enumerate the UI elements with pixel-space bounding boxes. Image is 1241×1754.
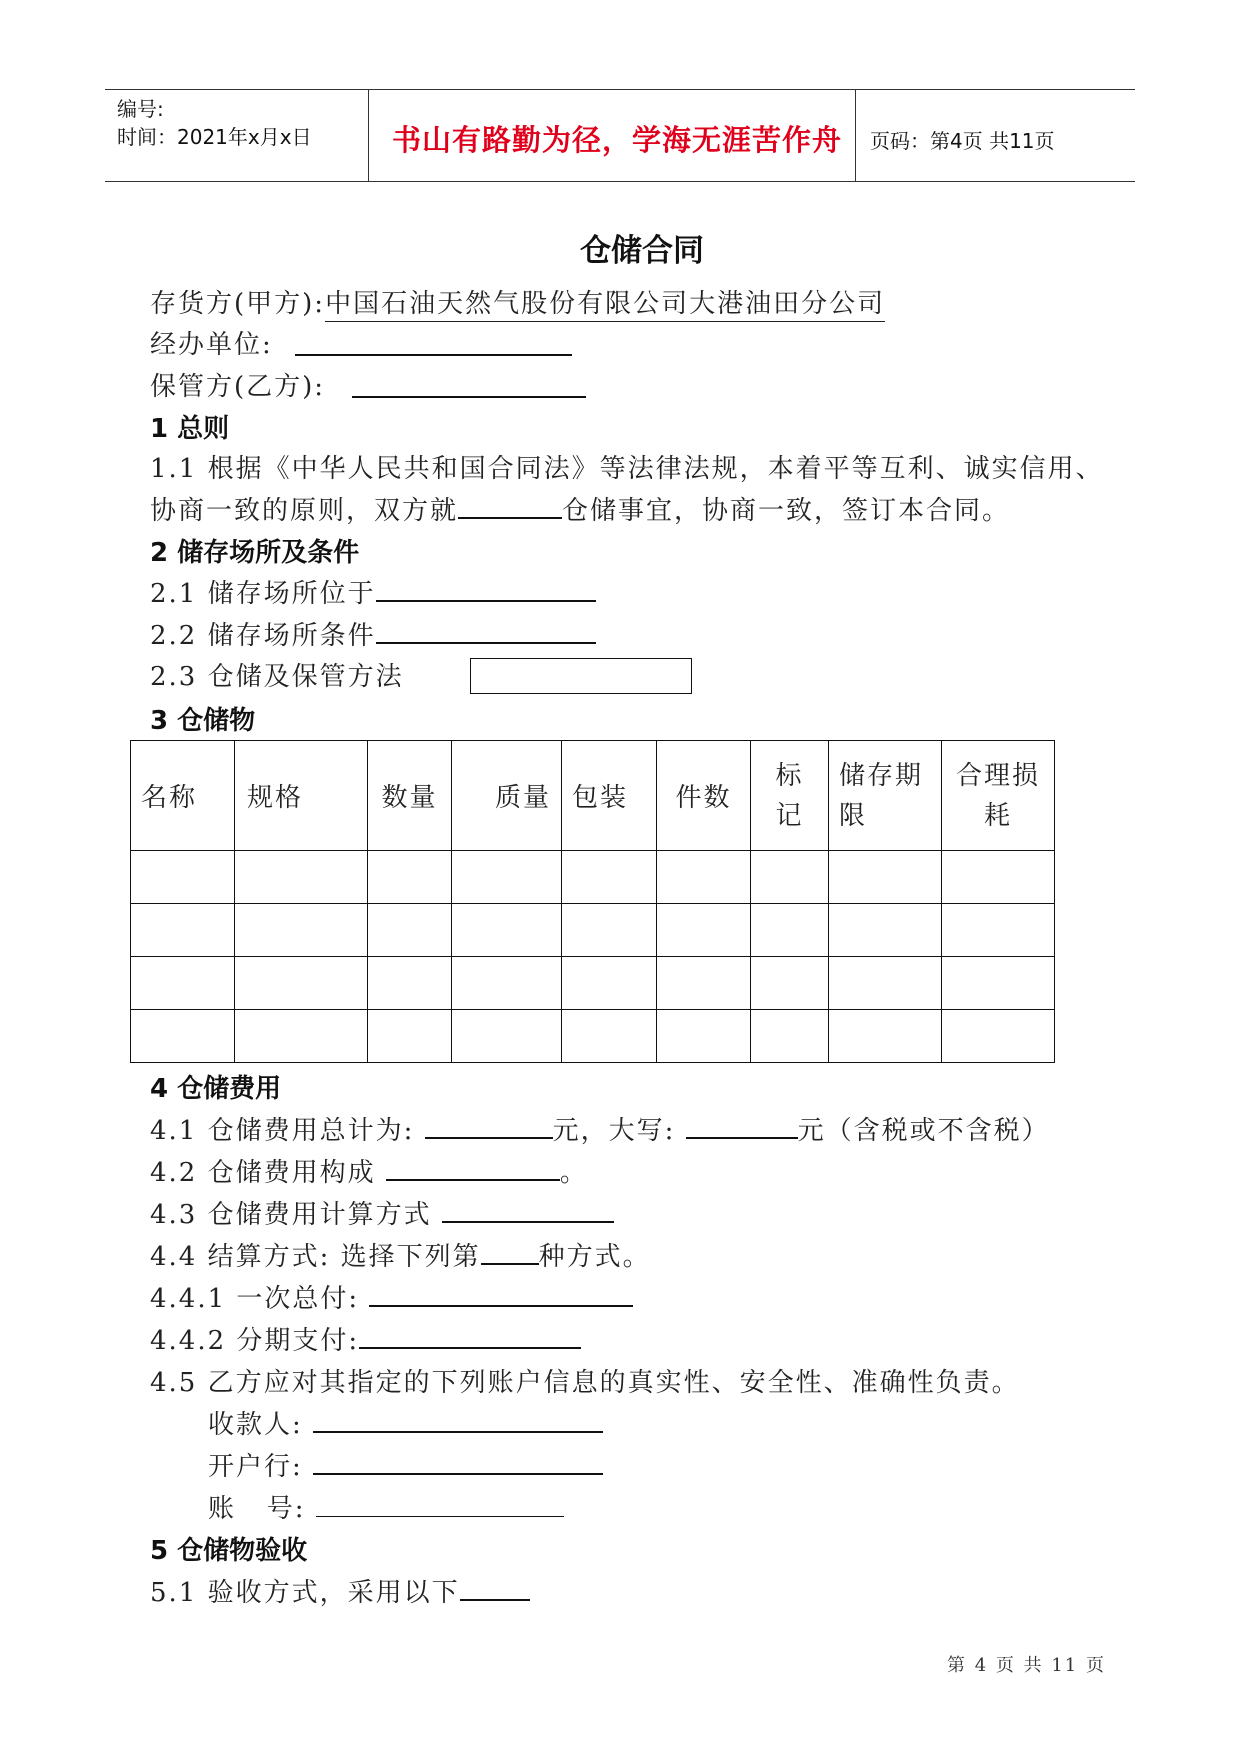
col-reasonable-loss <box>942 741 1055 851</box>
table-cell[interactable] <box>942 851 1055 904</box>
table-row <box>131 851 1055 904</box>
depositor-name: 中国石油天然气股份有限公司大港油田分公司 <box>325 289 885 322</box>
lump-sum-blank[interactable] <box>369 1281 633 1307</box>
section4-item1 <box>150 1110 1050 1147</box>
capital-label: 元，大写: <box>552 1116 676 1146</box>
table-cell[interactable] <box>829 1010 942 1063</box>
col-name <box>131 741 235 851</box>
table-cell[interactable] <box>657 904 751 957</box>
col-pieces-label: 件数 <box>675 783 732 813</box>
col-storage-period-label: 储存期限 <box>839 760 924 831</box>
col-quality-label: 质量 <box>494 783 551 813</box>
table-cell[interactable] <box>829 957 942 1010</box>
storage-goods-table <box>130 740 1055 1063</box>
section2-item1 <box>150 573 596 610</box>
col-pieces <box>657 741 751 851</box>
section4-item2 <box>150 1152 588 1189</box>
table-cell[interactable] <box>235 904 368 957</box>
payee-line <box>208 1404 603 1441</box>
table-cell[interactable] <box>131 851 235 904</box>
col-quantity <box>368 741 452 851</box>
storage-method-box[interactable] <box>470 658 692 694</box>
lump-sum-label: 4.4.1 一次总付: <box>150 1284 360 1314</box>
section1-heading: 1 总则 <box>150 414 230 444</box>
payee-label: 收款人: <box>208 1410 303 1440</box>
depositor-line <box>150 283 885 320</box>
settlement-label: 4.4 结算方式: 选择下列第 <box>150 1242 481 1272</box>
header-bottom-rule <box>105 181 1135 182</box>
capital-fee-blank[interactable] <box>686 1113 798 1139</box>
matter-blank[interactable] <box>458 493 562 519</box>
section4-item41 <box>150 1278 633 1315</box>
fee-composition-label: 4.2 仓储费用构成 <box>150 1158 376 1188</box>
col-storage-period <box>829 741 942 851</box>
section4-item5: 4.5 乙方应对其指定的下列账户信息的真实性、安全性、准确性负责。 <box>150 1368 1020 1398</box>
table-cell[interactable] <box>368 851 452 904</box>
table-cell[interactable] <box>131 1010 235 1063</box>
table-cell[interactable] <box>452 1010 562 1063</box>
table-cell[interactable] <box>751 851 829 904</box>
installment-label: 4.4.2 分期支付: <box>150 1326 360 1356</box>
bank-line <box>208 1446 603 1483</box>
table-header-row <box>131 741 1055 851</box>
table-cell[interactable] <box>942 957 1055 1010</box>
section2-item2 <box>150 615 596 652</box>
section4-heading: 4 仓储费用 <box>150 1074 282 1104</box>
col-mark-label: 标记 <box>775 760 804 831</box>
handler-label: 经办单位: <box>150 330 273 360</box>
col-quantity-label: 数量 <box>381 783 438 813</box>
section1-line1: 1.1 根据《中华人民共和国合同法》等法律法规，本着平等互利、诚实信用、 <box>150 454 1104 484</box>
section5-heading: 5 仓储物验收 <box>150 1536 308 1566</box>
payee-blank[interactable] <box>313 1407 603 1433</box>
fee-calc-blank[interactable] <box>442 1197 614 1223</box>
table-cell[interactable] <box>829 851 942 904</box>
time-label: 时间：2021年x月x日 <box>117 125 312 149</box>
installment-blank[interactable] <box>359 1323 581 1349</box>
header-divider-left <box>368 89 369 181</box>
account-label: 账 号: <box>208 1494 306 1524</box>
table-cell[interactable] <box>452 957 562 1010</box>
section4-item42 <box>150 1320 581 1357</box>
table-cell[interactable] <box>751 904 829 957</box>
handler-line <box>150 324 273 361</box>
table-cell[interactable] <box>368 957 452 1010</box>
condition-blank[interactable] <box>376 618 596 644</box>
col-packaging <box>562 741 657 851</box>
header-page-label: 页码：第4页 共11页 <box>870 129 1055 153</box>
col-spec <box>235 741 368 851</box>
header-divider-right <box>855 89 856 181</box>
table-cell[interactable] <box>235 957 368 1010</box>
section2-heading: 2 储存场所及条件 <box>150 538 360 568</box>
col-packaging-label: 包装 <box>572 783 629 813</box>
keeper-blank[interactable] <box>352 396 586 398</box>
table-cell[interactable] <box>562 1010 657 1063</box>
col-quality <box>452 741 562 851</box>
section4-item3 <box>150 1194 614 1231</box>
section2-item1-label: 2.1 储存场所位于 <box>150 579 376 609</box>
handler-blank[interactable] <box>295 354 572 356</box>
table-cell[interactable] <box>657 851 751 904</box>
table-row <box>131 957 1055 1010</box>
serial-label: 编号: <box>117 97 164 121</box>
account-line <box>208 1488 564 1525</box>
inspection-blank[interactable] <box>460 1575 530 1601</box>
section5-item1 <box>150 1572 530 1609</box>
location-blank[interactable] <box>376 576 596 602</box>
col-name-label: 名称 <box>141 783 198 813</box>
section3-heading: 3 仓储物 <box>150 706 256 736</box>
table-cell[interactable] <box>368 904 452 957</box>
keeper-label: 保管方(乙方): <box>150 372 326 402</box>
table-cell[interactable] <box>751 957 829 1010</box>
table-cell[interactable] <box>452 904 562 957</box>
section4-item4 <box>150 1236 651 1273</box>
table-cell[interactable] <box>657 957 751 1010</box>
header-top-rule <box>105 89 1135 90</box>
total-fee-label: 4.1 仓储费用总计为: <box>150 1116 415 1146</box>
total-fee-blank[interactable] <box>425 1113 553 1139</box>
table-cell[interactable] <box>131 957 235 1010</box>
table-cell[interactable] <box>942 904 1055 957</box>
footer-page-number: 第 4 页 共 11 页 <box>947 1655 1106 1676</box>
depositor-label: 存货方(甲方): <box>150 289 326 319</box>
table-cell[interactable] <box>942 1010 1055 1063</box>
table-cell[interactable] <box>131 904 235 957</box>
section2-item3: 2.3 仓储及保管方法 <box>150 662 404 692</box>
fee-composition-blank[interactable] <box>386 1155 560 1181</box>
table-cell[interactable] <box>829 904 942 957</box>
keeper-line <box>150 366 325 403</box>
settlement-option-blank[interactable] <box>481 1239 539 1265</box>
col-reasonable-loss-label: 合理损耗 <box>955 760 1040 831</box>
table-cell[interactable] <box>452 851 562 904</box>
tax-note: 元（含税或不含税） <box>797 1116 1050 1146</box>
header-motto: 书山有路勤为径，学海无涯苦作舟 <box>392 123 843 157</box>
document-title: 仓储合同 <box>580 233 704 269</box>
col-spec-label: 规格 <box>247 783 304 813</box>
table-row <box>131 1010 1055 1063</box>
section2-item2-label: 2.2 储存场所条件 <box>150 621 376 651</box>
settlement-end: 种方式。 <box>538 1242 651 1272</box>
section1-line2 <box>150 490 1010 527</box>
bank-label: 开户行: <box>208 1452 303 1482</box>
section1-line2-a: 协商一致的原则，双方就 <box>150 496 459 526</box>
table-row <box>131 904 1055 957</box>
table-cell[interactable] <box>562 851 657 904</box>
table-cell[interactable] <box>562 904 657 957</box>
bank-blank[interactable] <box>313 1449 603 1475</box>
fee-calc-label: 4.3 仓储费用计算方式 <box>150 1200 432 1230</box>
section1-line2-b: 仓储事宜，协商一致，签订本合同。 <box>562 496 1011 526</box>
table-cell[interactable] <box>235 851 368 904</box>
table-cell[interactable] <box>368 1010 452 1063</box>
table-cell[interactable] <box>751 1010 829 1063</box>
table-cell[interactable] <box>235 1010 368 1063</box>
table-cell[interactable] <box>657 1010 751 1063</box>
fee-composition-end: 。 <box>559 1158 588 1188</box>
account-blank[interactable] <box>316 1492 564 1517</box>
inspection-label: 5.1 验收方式，采用以下 <box>150 1578 460 1608</box>
col-mark <box>751 741 829 851</box>
table-cell[interactable] <box>562 957 657 1010</box>
